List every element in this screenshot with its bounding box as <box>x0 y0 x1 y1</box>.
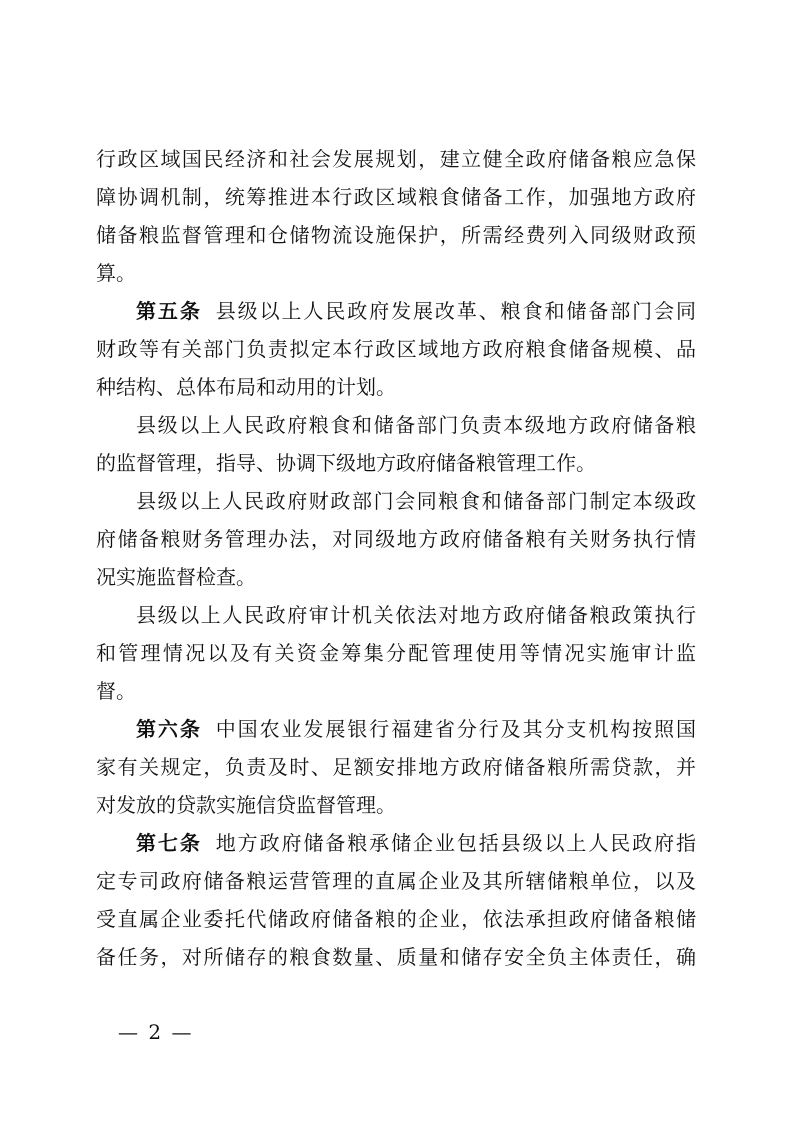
article-heading: 第五条 <box>136 299 202 323</box>
article-6-first-line <box>96 710 696 748</box>
text-line: 备任务，对所储存的粮食数量、质量和储存安全负主体责任，确 <box>96 945 696 969</box>
text-line: 定专司政府储备粮运营管理的直属企业及其所辖储粮单位，以及 <box>96 869 696 893</box>
article-7-first-line <box>96 824 696 862</box>
article-heading: 第七条 <box>136 831 202 855</box>
text-line: 县级以上人民政府财政部门会同粮食和储备部门制定本级政 <box>136 489 696 513</box>
text-line: 的监督管理，指导、协调下级地方政府储备粮管理工作。 <box>96 451 596 475</box>
text-line: 对发放的贷款实施信贷监督管理。 <box>96 793 396 817</box>
text-span: 县级以上人民政府发展改革、粮食和储备部门会同 <box>215 299 696 323</box>
text-line: 受直属企业委托代储政府储备粮的企业，依法承担政府储备粮储 <box>96 907 696 931</box>
document-body <box>96 140 696 976</box>
text-line: 算。 <box>96 261 136 285</box>
text-line: 县级以上人民政府审计机关依法对地方政府储备粮政策执行 <box>136 603 696 627</box>
text-line: 况实施监督检查。 <box>96 565 256 589</box>
text-line: 财政等有关部门负责拟定本行政区域地方政府粮食储备规模、品 <box>96 337 696 361</box>
text-span: 地方政府储备粮承储企业包括县级以上人民政府指 <box>215 831 696 855</box>
article-5-first-line <box>96 292 696 330</box>
text-line: 家有关规定，负责及时、足额安排地方政府储备粮所需贷款，并 <box>96 755 696 779</box>
text-line: 障协调机制，统筹推进本行政区域粮食储备工作，加强地方政府 <box>96 185 696 209</box>
text-line: 县级以上人民政府粮食和储备部门负责本级地方政府储备粮 <box>136 413 696 437</box>
text-span: 中国农业发展银行福建省分行及其分支机构按照国 <box>215 717 696 741</box>
text-line: 督。 <box>96 679 136 703</box>
text-line: 府储备粮财务管理办法，对同级地方政府储备粮有关财务执行情 <box>96 527 696 551</box>
article-heading: 第六条 <box>136 717 202 741</box>
text-line: 和管理情况以及有关资金筹集分配管理使用等情况实施审计监 <box>96 641 696 665</box>
text-line: 储备粮监督管理和仓储物流设施保护，所需经费列入同级财政预 <box>96 223 696 247</box>
page-number: — 2 — <box>118 1020 194 1044</box>
text-line: 种结构、总体布局和动用的计划。 <box>96 375 396 399</box>
text-line: 行政区域国民经济和社会发展规划，建立健全政府储备粮应急保 <box>96 147 696 171</box>
